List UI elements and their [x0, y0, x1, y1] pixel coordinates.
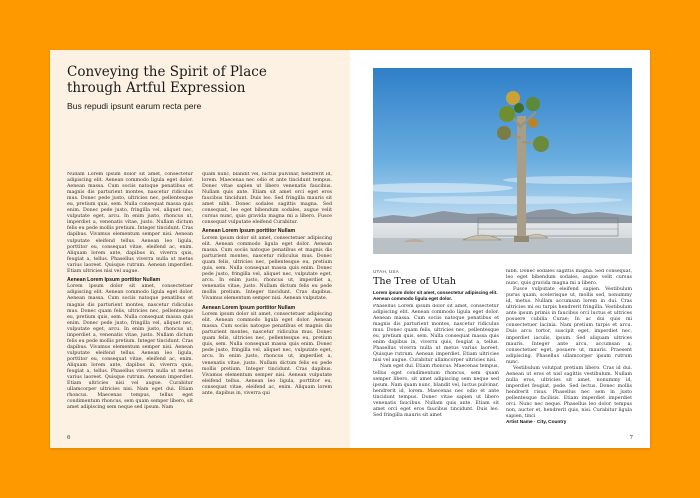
photo-illustration: [373, 68, 632, 254]
article-subtitle: Bus repudi ipsunt earum recta pere: [67, 101, 202, 111]
page-number-right: 7: [629, 435, 633, 441]
body-paragraph: Nam eget dui. Etiam rhoncus. Maecenas tempus, tellus eget condimentum rhoncus, sem quam semper libero, sit amet adipiscing sem neque sed ipsum. Nam quam nunc, blandit vel, luctus pulvinar, hendrerit id, lorem. Maecenas nec odio et ante tincidunt tempus. Donec vitae sapien ut libero venenatis faucibus. Nullam quis ante. Etiam sit amet orci eget eros faucibus tincidunt. Duis leo. Sed fringilla mauris sit amet: [373, 364, 499, 418]
magazine-spread: [50, 50, 650, 448]
body-paragraph: Nullam Lorem ipsum dolor sit amet, consectetur adipiscing elit. Aenean commodo ligula eget dolor. Aenean massa. Cum sociis natoque penatibus et magnis dis parturient montes, nascetur ridiculus mus. Donec pede justo, ultricies nec, pellentesque eu, pretium quis, sem. Nulla consequat massa quis enim. Donec pede justo, fringilla vel, aliquet nec, vulputate eget, arcu. In enim justo, rhoncus ut, imperdiet a, venenatis vitae, justo. Nullam dictum felis eu pede mollis pretium. Integer tincidunt. Cras dapibus. Vivamus elementum semper nisi. Aenean vulputate eleifend tellus. Aenean leo ligula, porttitor eu, consequat vitae, eleifend ac, enim. Aliquam lorem ante, dapibus in, viverra quis, feugiat a, tellus. Phasellus viverra nulla ut metus varius laoreet. Quisque rutrum. Aenean imperdiet. Etiam ultricies nisi vel augue.: [67, 172, 193, 274]
body-paragraph: quam nunc, blandit vel, luctus pulvinar, hendrerit id, lorem. Maecenas nec odio et ante tincidunt tempus. Donec vitae sapien ut libero venenatis faucibus. Nullam quis ante. Etiam sit amet orci eget eros faucibus tincidunt. Duis leo. Sed fringilla mauris sit amet nibh. Donec sodales sagittis magna. Sed consequat, leo eget bibendum sodales, augue velit cursus nunc, quis gravida magna mi a libero. Fusce consequat vulputate eleifend Curabitur.: [202, 172, 332, 226]
location-kicker: UTAH, USA: [373, 269, 399, 274]
left-column-2: [202, 172, 332, 442]
article-title: [67, 64, 327, 96]
feature-title: The Tree of Utah: [373, 276, 456, 287]
body-paragraph: Lorem ipsum dolor sit amet, consectetuer adipiscing elit. Aenean commodo ligula eget dolor. Aenean massa. Cum sociis natoque penatibus et magnis dis parturient montes, nascetur ridiculus mus. Donec quam felis, ultricies nec, pellentesque eu, pretium quis, sem. Nulla consequat massa quis enim. Donec pede justo, fringilla vel, aliquet nec, vulputate eget, arcu. In enim justo, rhoncus ut, imperdiet a, venenatis vitae, justo. Nullam dictum felis eu pede mollis pretium. Integer tincidunt. Cras dapibus. Vivamus elementum semper nisi. Aenean vulputate eleifend tellus. Aenean leo ligula, porttitor eu, consequat vitae, eleifend ac, enim. Aliquam lorem ante, dapibus in, viverra quis, feugiat a, tellus. Phasellus viverra nulla ut metus varius laoreet. Quisque rutrum. Aenean imperdiet. Etiam ultricies nisi vel augue. Curabitur ullamcorper ultricies nisi. Nam eget dui. Etiam rhoncus. Maecenas tempus, tellus eget condimentum rhoncus, sem quam semper libero, sit amet adipiscing sem neque sed ipsum. Nam: [67, 284, 193, 411]
body-paragraph: Fusce vulputate eleifend sapien. Vestibulum purus quam, scelerisque ut, mollis sed, nonummy id, metus. Nullam accumsan lorem in dui. Cras ultricies mi eu turpis hendrerit fringilla. Vestibulum ante ipsum primis in faucibus orci luctus et ultrices posuere cubilia Curae; In ac dui quis mi consectetuer lacinia. Nam pretium turpis et arcu. Duis arcu tortor, suscipit eget, imperdiet nec, imperdiet iaculis, ipsum. Sed aliquam ultrices mauris. Integer ante arcu, accumsan a, consectetuer eget, posuere ut, mauris. Praesent adipiscing. Phasellus ullamcorper ipsum rutrum nunc.: [506, 287, 632, 365]
section-heading: Aenean Lorem Ipsum porttitor Nullam: [202, 304, 296, 311]
body-paragraph: Lorem ipsum dolor sit amet, consectetuer adipiscing elit. Aenean commodo ligula eget dolor. Aenean massa. Cum sociis natoque penatibus et magnis dis parturient montes, nascetur ridiculus mus. Donec quam felis, ultricies nec, pellentesque eu, pretium quis, sem. Nulla consequat massa quis enim. Donec pede justo, fringilla vel, aliquet nec, vulputate eget, arcu. In enim justo, rhoncus ut, imperdiet a, venenatis vitae, justo. Nullam dictum felis eu pede mollis pretium. Integer tincidunt. Cras dapibus. Vivamus elementum semper nisi. Aenean vulputate.: [202, 236, 332, 302]
body-paragraph: Vestibulum volutpat pretium libero. Cras id dui. Aenean ut eros et nisl sagittis vestibulum. Nullam nulla eros, ultricies sit amet, nonummy id, imperdiet feugiat, pede. Sed lectus. Donec mollis hendrerit risus. Phasellus nec sem in justo pellentesque facilisis. Etiam imperdiet imperdiet orci. Nunc nec neque. Phasellus leo dolor, tempus non, auctor et, hendrerit quis, nisi. Curabitur ligula sapien, tinci: [506, 365, 632, 420]
right-column-1: [373, 304, 499, 441]
section-heading: Aenean Lorem Ipsum porttitor Nullam: [202, 228, 296, 235]
page-number-left: 6: [67, 435, 71, 441]
artist-credit: Artist Name · City, Country: [506, 420, 567, 426]
body-paragraph: nibh. Donec sodales sagittis magna. Sed consequat, leo eget bibendum sodales, augue velit cursus nunc, quis gravida magna mi a libero.: [506, 269, 632, 287]
left-page: [50, 50, 350, 448]
feature-deck: Lorem ipsum dolor sit amet, consectetur adipiscing elit. Aenean commodo ligula eget dolor.: [373, 290, 498, 301]
right-column-2: [506, 269, 632, 441]
body-paragraph: Phasellus Lorem ipsum dolor sit amet, consectetur adipiscing elit. Aenean commodo ligula eget dolor. Aenean massa. Cum sociis natoque penatibus et magnis dis parturient montes, nascetur ridiculus mus. Donec quam felis, ultricies nec, pellentesque eu, pretium quis, sem. Nulla consequat massa quis enim dapibus in, viverra quis, feugiat a, tellus. Phasellus viverra nulla ut metus varius laoreet. Quisque rutrum. Aenean imperdiet. Etiam ultricies nisi vel augue. Curabitur ullamcorper ultricies nisi.: [373, 304, 499, 364]
body-paragraph: Lorem ipsum dolor sit amet, consectetuer adipiscing elit. Aenean commodo ligula eget dolor. Aenean massa. Cum sociis natoque penatibus et magnis dis parturient montes, nascetur ridiculus mus. Donec quam felis, ultricies nec, pellentesque eu, pretium quis, sem. Nulla consequat massa quis enim. Donec pede justo, fringilla vel, aliquet nec, vulputate eget, arcu. In enim justo, rhoncus ut, imperdiet a, venenatis vitae, justo. Nullam dictum felis eu pede mollis pretium. Integer tincidunt. Cras dapibus. Vivamus elementum semper nisi. Aenean vulputate eleifend tellus. Aenean leo ligula, porttitor eu, consequat vitae, eleifend ac, enim. Aliquam lorem ante, dapibus in, viverra qui: [202, 312, 332, 396]
section-heading: Aenean Lorem Ipsum porttitor Nullam: [67, 276, 161, 283]
tree-of-utah-photo: [373, 68, 632, 254]
left-column-1: [67, 172, 193, 442]
title-line-2: through Artful Expression: [67, 80, 246, 96]
right-page: [350, 50, 650, 448]
title-line-1: Conveying the Spirit of Place: [67, 64, 267, 80]
